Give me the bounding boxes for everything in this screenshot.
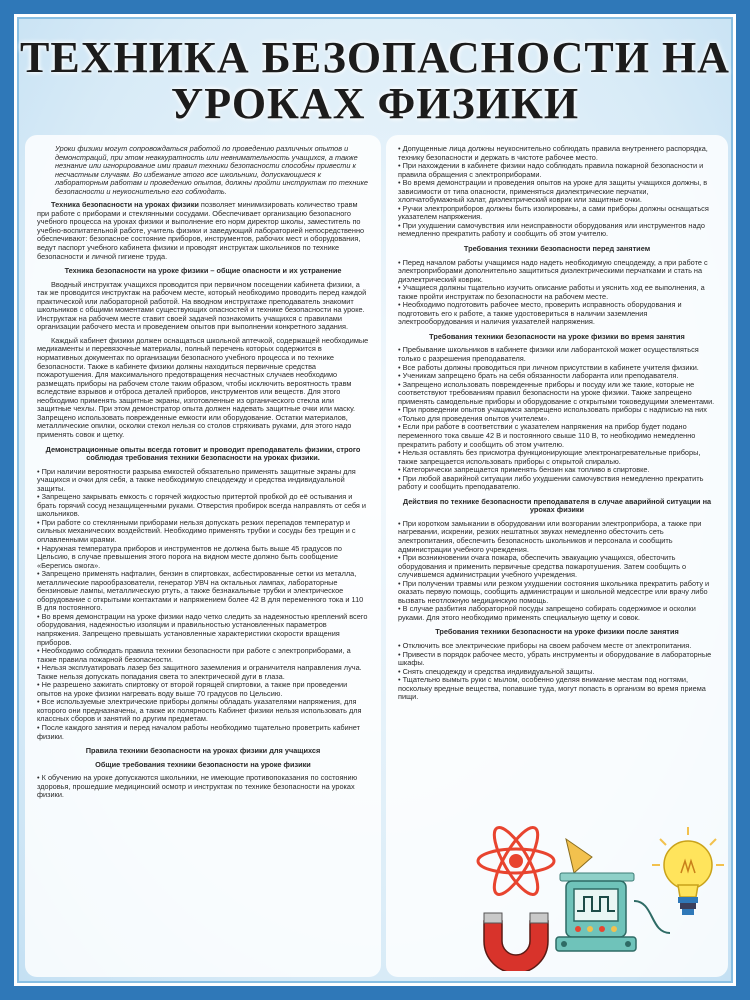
- list-item: • Необходимо соблюдать правила техники безопасности при работе с электроприборами, а также правила пожарной безопасности.: [37, 647, 369, 664]
- list-item: • Учащиеся должны тщательно изучить описание работы и уяснить ход ее выполнения, а также пройти инструктаж по безопасности на рабочем месте.: [398, 284, 716, 301]
- paragraph-2: Вводный инструктаж учащихся проводится при первичном посещении кабинета физики, а так же проводится инструктаж на рабочем месте, который необходимо проводить перед каждой практической или лабораторной работой. На вводном инструктаже преподаватель знакомит школьников с общими моментами существующих опасностей и технике безопасности на уроке. Инструктаж на рабочем месте ставит своей задачей познакомить учащихся с правилами организации рабочего места и проведением опытов при выполнении конкретного задания.: [37, 279, 367, 332]
- list-item: • Во время демонстрации на уроке физики надо четко следить за надежностью креплений всего оборудования, надежностью изоляции и правильностью установленных параметров напряжения. Запрещено превышать установленные характеристики скорости вращения приборов.: [37, 613, 369, 647]
- list-item: • При ухудшении самочувствия или неисправности оборудования или инструментов надо немедленно прекратить работу и сообщить об этом учителю.: [398, 222, 716, 239]
- list-item: • Не разрешено зажигать спиртовку от второй горящей спиртовки, а также при проведении опытов на уроке физики нагревать воду выше 70 градусов по Цельсию.: [37, 681, 369, 698]
- list-item: • Снять спецодежду и средства индивидуальной защиты.: [398, 668, 716, 677]
- list-item: • При любой аварийной ситуации либо ухудшении самочувствия немедленно прекратить работу и сообщить преподавателю.: [398, 475, 716, 492]
- bullet-list-after-lesson: [398, 642, 716, 702]
- list-item: • Запрещено применять нафталин, бензин в спиртовках, асбестированные сетки из металла, металлические парообразователи, генератор УВЧ на октальных лампах, лабораторные бензиновые лампы, металлическую ртуть, а также безнакальные трубки и электрическое оборудование с открытыми контактами и напряжением более 42 В для переменного тока и 110 В для постоянного.: [37, 570, 369, 613]
- section-heading-general: Техника безопасности на уроке физики – общие опасности и их устранение: [64, 266, 342, 276]
- list-item: • При получении травмы или резком ухудшении состояния школьника прекратить работу и оказать первую помощь, сообщить администрации и школьной медсестре или врачу либо вызвать неотложную медицинскую помощь.: [398, 580, 716, 606]
- paragraph-1: [37, 201, 369, 261]
- oscilloscope-icon: [556, 839, 670, 951]
- list-item: • В случае разбития лабораторной посуды запрещено собирать содержимое и осколки руками. Для этого необходимо применять специальную щетку и совок.: [398, 605, 716, 622]
- list-item: • При нахождении в кабинете физики надо соблюдать правила пожарной безопасности и правила обращения с электроприборами.: [398, 162, 716, 179]
- list-item: • Необходимо подготовить рабочее место, проверить исправность оборудования и подготовить его к работе, а также удостовериться в наличии заземления электрооборудования и наличия указателей напряжения.: [398, 301, 716, 327]
- list-item: • Все используемые электрические приборы должны обладать указателями напряжения, для которого они предназначены, а также их полярность Кабинет физики нельзя использовать для классных сборов и занятий по другим предметам.: [37, 698, 369, 724]
- list-item: • Во время демонстрации и проведения опытов на уроке для защиты учащихся должны, в зависимости от типа опасности, применяться диэлектрические перчатки, хлопчатобумажный халат, диэлектрический коврик или защитные очки.: [398, 179, 716, 205]
- section-heading-before-lesson: Требования техники безопасности перед занятием: [463, 244, 651, 254]
- section-heading-during-lesson: Требования техники безопасности на уроке физики во время занятия: [429, 331, 685, 341]
- list-item: • Перед началом работы учащимся надо надеть необходимую спецодежду, а при работе с электроприборами дополнительно защититься диэлектрическими перчатками и стать на диэлектрический коврик.: [398, 259, 716, 285]
- physics-illustration: [474, 821, 724, 971]
- list-item: • Отключить все электрические приборы на своем рабочем месте от электропитания.: [398, 642, 716, 651]
- list-item: • Нельзя оставлять без присмотра функционирующие электронагревательные приборы, также запрещается использовать приборы с открытой спиралью.: [398, 449, 716, 466]
- list-item: • Наружная температура приборов и инструментов не должна быть выше 45 градусов по Цельсию, в случае превышения этого порога на видном месте должно быть сообщение «Берегись ожога».: [37, 545, 369, 571]
- list-item: • При работе со стеклянными приборами нельзя допускать резких перепадов температур и сильных механических воздействий. Необходимо применять трубки и сосуды без трещин и с оплавленными краями.: [37, 519, 369, 545]
- list-item: • При возникновении очага пожара, обеспечить эвакуацию учащихся, обесточить оборудования и применить первичные средства пожаротушения. Затем сообщить о случившемся администрации учебного учреждения.: [398, 554, 716, 580]
- section-heading-emergency: Действия по технике безопасности преподавателя в случае аварийной ситуации на уроках физики: [402, 496, 712, 515]
- paragraph-1-text: позволяет минимизировать количество травм при работе с приборами и стеклянными сосудами. Обеспечивает организацию безопасного учебного процесса на уроках физики и выполнение его норм директор школы, заместитель по учебно-воспитательной работе, учитель физики и заведующий лабораторией непосредственно обеспечивают: безопасное состояние приборов, инструментов, рабочих мест и оборудования, ведут паспорт учебного кабинета физики и проводят инструктаж школьников по технике безопасности и личной гигиене труда.: [37, 200, 365, 261]
- magnet-icon: [484, 913, 548, 971]
- light-bulb-icon: [652, 827, 724, 915]
- bullet-list-admission: [37, 774, 369, 800]
- right-column: [386, 135, 728, 977]
- list-item: • При проведении опытов учащимся запрещено использовать приборы с надписью на них «Только для проведения опытов учителем».: [398, 406, 716, 423]
- paragraph-3: Каждый кабинет физики должен оснащаться школьной аптечкой, содержащей необходимые медикаменты и перевязочные материалы, полный перечень которых содержится в нормативных документах по организации безопасного учебного процесса и по технике безопасности. Также в кабинете физики должны находиться первичные средства пожаротушения. Для максимального предотвращения несчастных случаев необходимо размещать приборы на рабочем столе таким образом, чтобы исключить вероятность травм вследствие взрывов и отброса деталей приборов, инструментов или веществ. Для этого необходимо применять защитные экраны, изготовленные из органического стекла или защитные чехлы. При этом демонстратор опыта должен надевать защитные очки или маску. Запрещено использовать поврежденные емкости или оборудование. Остатки материалов, металлические опилки, осколки стекол нельзя со столов стряхивать руками, для этого надо применять совок и щетку.: [37, 335, 369, 439]
- section-heading-general-requirements: Общие требования техники безопасности на уроке физики: [95, 759, 311, 769]
- bullet-list-before-lesson: [398, 259, 716, 327]
- list-item: • Пребывание школьников в кабинете физики или лаборантской может осуществляться только с разрешения преподавателя.: [398, 346, 716, 363]
- bullet-list-during-lesson: [398, 346, 716, 491]
- list-item: • Если при работе в соответствии с указателем напряжения на прибор будет подано переменного тока свыше 42 В и постоянного свыше 110 В, то необходимо немедленно прекратить работу и сообщить об этом учителю.: [398, 423, 716, 449]
- list-item: • Нельзя эксплуатировать лазер без защитного заземления и ограничителя направления луча. Также нельзя допускать попадания света то электрической дуги в глаза.: [37, 664, 369, 681]
- section-heading-after-lesson: Требования техники безопасности на уроке физики после занятия: [435, 627, 679, 637]
- poster-title: [17, 35, 733, 127]
- bullet-list-emergency: [398, 520, 716, 623]
- list-item: • Ручки электроприборов должны быть изолированы, а сами приборы должны оснащаться указателем напряжения.: [398, 205, 716, 222]
- list-item: • Все работы должны проводиться при личном присутствии в кабинете учителя физики.: [398, 364, 716, 373]
- title-line-1: ТЕХНИКА БЕЗОПАСНОСТИ НА: [20, 33, 730, 82]
- list-item: • Тщательно вымыть руки с мылом, особенно уделяя внимание местам под ногтями, поскольку вредные вещества, попавшие туда, могут попасть в организм во время приема пищи.: [398, 676, 716, 702]
- intro-paragraph: Уроки физики могут сопровождаться работой по проведению различных опытов и демонстраций, при этом неаккуратность или невнимательность учащихся, а также незнание или игнорирование ими правил техники безопасности способны привести к несчастным случаям. Во избежание этого все школьники, допускающиеся к лабораторным работам и проведению опытов, должны пройти инструктаж по технике безопасности и неукоснительно его соблюдать.: [55, 144, 369, 196]
- left-column: [25, 135, 381, 977]
- list-item: • Запрещено закрывать емкость с горячей жидкостью притертой пробкой до её остывания и брать горячий сосуд незащищенными руками. Отверстия пробирок всегда направлять от себя и школьников.: [37, 493, 369, 519]
- list-item: • Категорически запрещается применять бензин как топливо в спиртовке.: [398, 466, 716, 475]
- list-item: • После каждого занятия и перед началом работы необходимо тщательно проветрить кабинет физики.: [37, 724, 369, 741]
- title-line-2: УРОКАХ ФИЗИКИ: [170, 79, 580, 128]
- list-item: • При наличии вероятности разрыва емкостей обязательно применять защитные экраны для учащихся и очки для себя, а также необходимую спецодежду и средства индивидуальной защиты.: [37, 468, 369, 494]
- list-item: • К обучению на уроке допускаются школьники, не имеющие противопоказания по состоянию здоровья, прошедшие медицинский осмотр и инструктаж по технике безопасности на уроках физики.: [37, 774, 369, 800]
- list-item: • Запрещено использовать поврежденные приборы и посуду или же такие, которые не соответствуют требованиям правил безопасности на уроке физики. Также запрещено применять самодельные приборы и оборудование с открытыми токоведущими элементами.: [398, 381, 716, 407]
- paragraph-1-bold: Техника безопасности на уроках физики: [51, 200, 199, 210]
- list-item: • Привести в порядок рабочее место, убрать инструменты и оборудование в лабораторные шкафы.: [398, 651, 716, 668]
- section-heading-demonstrations: Демонстрационные опыты всегда готовит и проводит преподаватель физики, строго соблюдая требования техники безопасности на уроках физики.: [45, 444, 361, 463]
- poster-panel: [14, 14, 736, 986]
- section-heading-students: Правила техники безопасности на уроках физики для учащихся: [85, 746, 321, 756]
- list-item: • Ученикам запрещено брать на себя обязанности лаборанта или преподавателя.: [398, 372, 716, 381]
- list-item: • При коротком замыкании в оборудовании или возгорании электроприбора, а также при нагревании, искрении, резких нештатных звуках немедленно обесточить сеть электропитания, обеспечить безопасность школьников и персонала и сообщить администрации учебного учреждения.: [398, 520, 716, 554]
- bullet-list-demonstrations: [37, 468, 369, 742]
- atom-icon: [478, 822, 554, 900]
- list-item: • Допущенные лица должны неукоснительно соблюдать правила внутреннего распорядка, технику безопасности и держать в чистоте рабочее место.: [398, 145, 716, 162]
- bullet-list-general-continued: [398, 145, 716, 239]
